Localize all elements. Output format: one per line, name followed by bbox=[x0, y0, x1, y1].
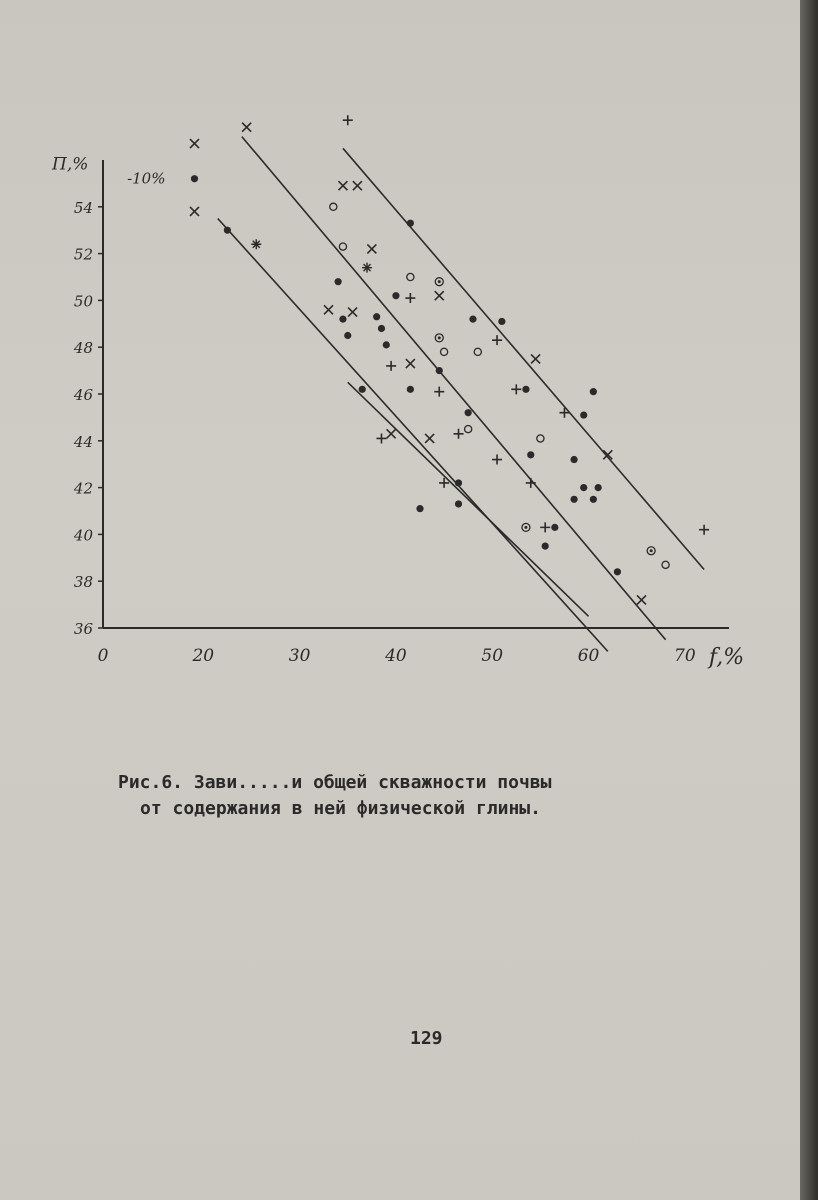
y-tick-label-46: 46 bbox=[73, 386, 93, 404]
figure-caption bbox=[118, 770, 718, 822]
y-tick-label-40: 40 bbox=[73, 526, 93, 545]
y-tick-label-38: 38 bbox=[73, 573, 93, 592]
dot-point-5 bbox=[344, 332, 351, 339]
circle-dot-point-3 bbox=[522, 523, 530, 531]
dot-point-9 bbox=[383, 341, 390, 348]
x-point-5 bbox=[353, 181, 362, 190]
y-tick-label-54: 54 bbox=[73, 198, 93, 217]
dot-point-23 bbox=[551, 524, 558, 531]
dot-point-26 bbox=[580, 411, 587, 418]
x-point-2 bbox=[190, 207, 199, 216]
trend-line-1 bbox=[218, 219, 608, 652]
y-tick-label-52: 52 bbox=[73, 245, 93, 264]
plus-point-13 bbox=[699, 525, 709, 535]
plus-point-6 bbox=[454, 429, 464, 439]
dot-point-31 bbox=[614, 568, 621, 575]
dot-point-19 bbox=[498, 318, 505, 325]
dot-point-27 bbox=[590, 388, 597, 395]
x-point-4 bbox=[338, 181, 347, 190]
plus-point-5 bbox=[376, 433, 386, 443]
plus-point-1 bbox=[343, 115, 353, 125]
dot-point-4 bbox=[339, 316, 346, 323]
dot-point-3 bbox=[335, 278, 342, 285]
x-point-9 bbox=[435, 291, 444, 300]
circle-point-2 bbox=[339, 243, 346, 250]
x-point-13 bbox=[531, 354, 540, 363]
star-point-1 bbox=[251, 239, 261, 249]
x-tick-label-60: 60 bbox=[577, 646, 600, 666]
page-number: 129 bbox=[410, 1028, 443, 1049]
dot-point-14 bbox=[416, 505, 423, 512]
dot-point-12 bbox=[407, 386, 414, 393]
dot-point-25 bbox=[570, 456, 577, 463]
dot-point-29 bbox=[590, 496, 597, 503]
x-tick-label-30: 30 bbox=[288, 646, 311, 666]
circle-dot-point-4 bbox=[647, 547, 655, 555]
circle-point-3 bbox=[407, 273, 414, 280]
y-tick-label-48: 48 bbox=[73, 339, 93, 358]
dot-point-15 bbox=[455, 500, 462, 507]
dot-point-10 bbox=[392, 292, 399, 299]
x-tick-label-20: 20 bbox=[192, 646, 215, 666]
x-point-11 bbox=[387, 429, 396, 438]
plus-point-7 bbox=[492, 335, 502, 345]
circle-point-5 bbox=[465, 426, 472, 433]
dot-point-21 bbox=[527, 451, 534, 458]
x-point-10 bbox=[406, 359, 415, 368]
dot-point-2 bbox=[224, 227, 231, 234]
plus-point-3 bbox=[386, 361, 396, 371]
circle-dot-point-2 bbox=[435, 278, 443, 286]
dot-point-16 bbox=[455, 479, 462, 486]
y-tick-label-42: 42 bbox=[73, 479, 93, 498]
dot-point-13 bbox=[436, 367, 443, 374]
x-point-8 bbox=[367, 244, 376, 253]
x-tick-label-50: 50 bbox=[481, 646, 504, 666]
dot-point-11 bbox=[407, 220, 414, 227]
plus-point-4 bbox=[434, 387, 444, 397]
trend-line-2 bbox=[242, 137, 666, 640]
trend-line-4 bbox=[348, 382, 589, 616]
circle-point-8 bbox=[662, 561, 669, 568]
x-axis-label: f,% bbox=[708, 645, 745, 670]
plus-point-10 bbox=[526, 478, 536, 488]
caption-line-2: от содержания в ней физической глины. bbox=[140, 798, 541, 819]
plus-point-2 bbox=[405, 293, 415, 303]
x-point-3 bbox=[242, 123, 251, 132]
dot-point-18 bbox=[469, 316, 476, 323]
plus-point-12 bbox=[559, 408, 569, 418]
dot-point-24 bbox=[570, 496, 577, 503]
x-tick-label-0: 0 bbox=[97, 646, 109, 666]
plus-point-11 bbox=[540, 522, 550, 532]
y-axis-label: П,% bbox=[52, 154, 89, 175]
dot-point-20 bbox=[522, 386, 529, 393]
x-point-1 bbox=[190, 139, 199, 148]
dot-point-6 bbox=[359, 386, 366, 393]
dot-point-17 bbox=[465, 409, 472, 416]
circle-point-6 bbox=[474, 348, 481, 355]
circle-point-4 bbox=[440, 348, 447, 355]
circle-dot-point-1 bbox=[435, 334, 443, 342]
circle-point-1 bbox=[330, 203, 337, 210]
dot-point-8 bbox=[378, 325, 385, 332]
dot-point-28 bbox=[580, 484, 587, 491]
x-tick-label-40: 40 bbox=[385, 646, 407, 666]
y-tick-label-44: 44 bbox=[73, 432, 93, 451]
circle-point-7 bbox=[537, 435, 544, 442]
plus-point-9 bbox=[492, 455, 502, 465]
caption-line-1: Рис.6. Зави.....и общей скважности почвы bbox=[118, 772, 552, 793]
x-tick-label-70: 70 bbox=[674, 646, 696, 666]
x-point-7 bbox=[324, 305, 333, 314]
annotation-0: -10% bbox=[127, 169, 166, 188]
dot-point-22 bbox=[542, 543, 549, 550]
star-point-2 bbox=[362, 263, 372, 273]
dot-point-1 bbox=[191, 175, 198, 182]
x-point-15 bbox=[637, 595, 646, 604]
trend-line-3 bbox=[343, 148, 704, 569]
x-point-6 bbox=[348, 308, 357, 317]
plus-point-8 bbox=[511, 384, 521, 394]
x-point-12 bbox=[425, 434, 434, 443]
dot-point-30 bbox=[595, 484, 602, 491]
dot-point-7 bbox=[373, 313, 380, 320]
y-tick-label-36: 36 bbox=[73, 620, 93, 638]
y-tick-label-50: 50 bbox=[73, 292, 93, 311]
book-spine bbox=[800, 0, 818, 1200]
